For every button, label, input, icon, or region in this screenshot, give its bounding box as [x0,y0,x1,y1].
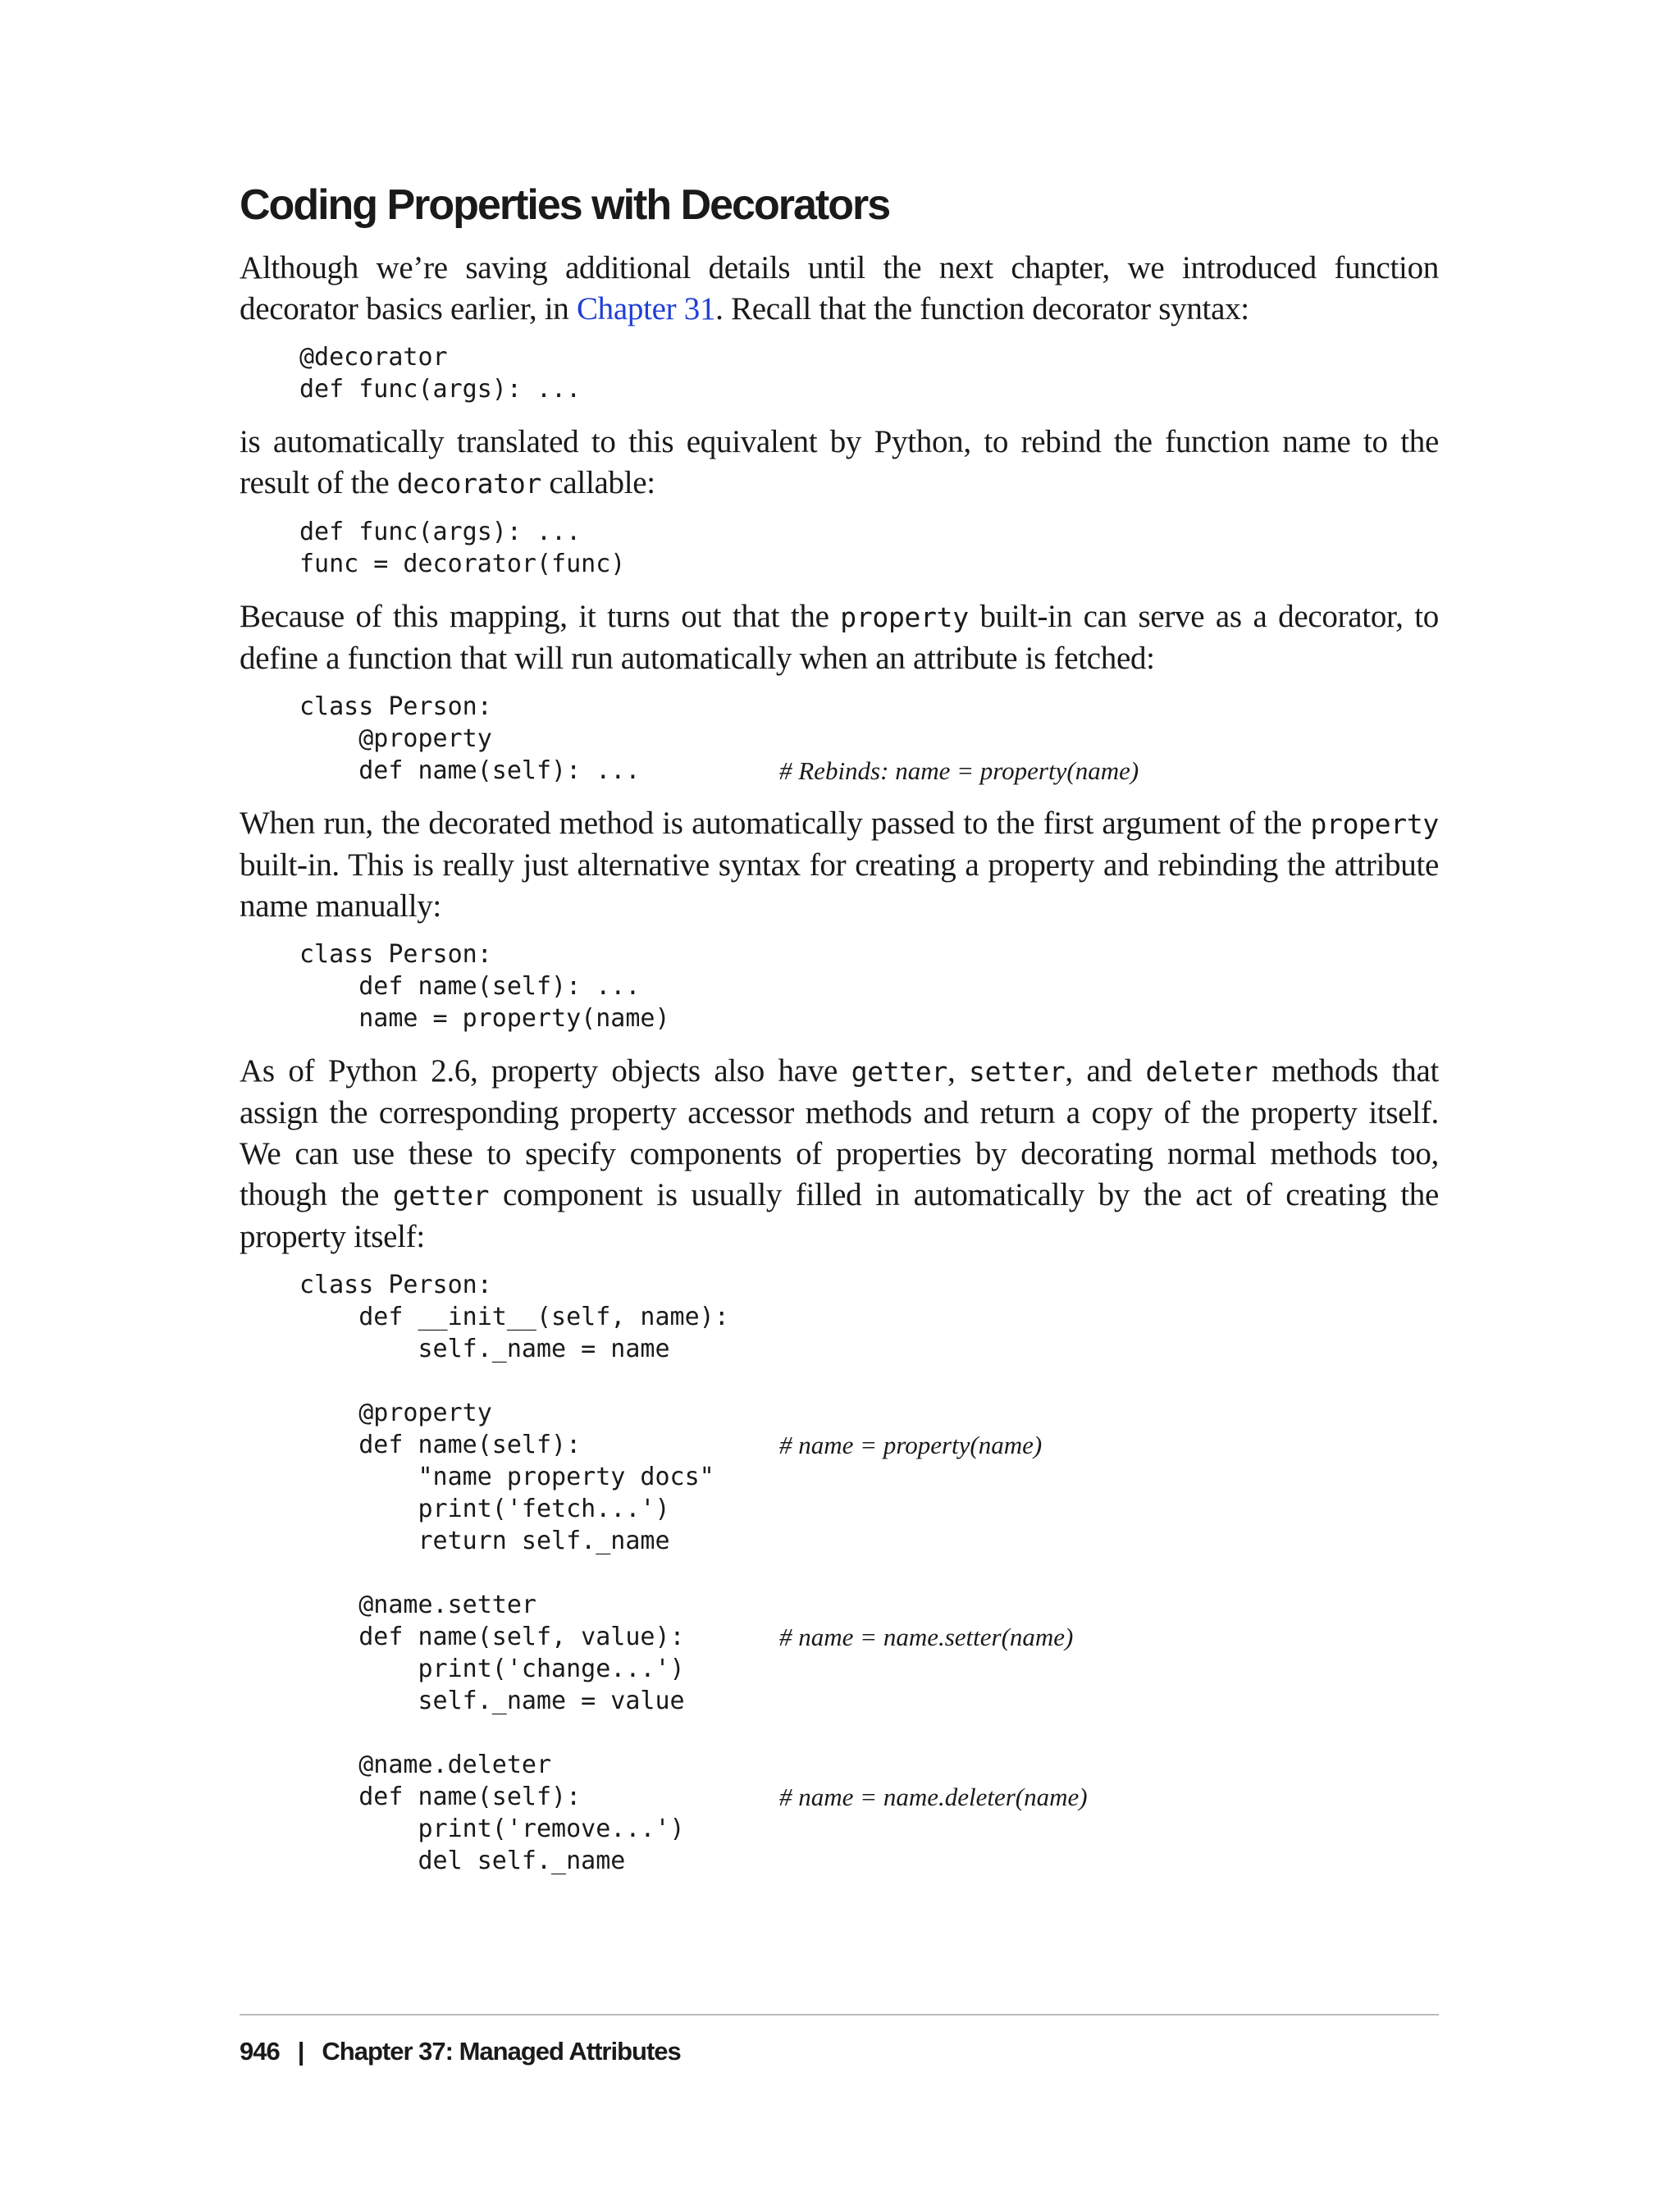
code-block-equivalent [299,516,1439,580]
paragraph-text: Although we’re saving additional details until the next chapter, we introduced function decorator basics earlier, in [240,250,1439,326]
code-line-with-comment [299,1621,1439,1653]
paragraph-text: As of Python 2.6, property objects also have [240,1053,851,1089]
code-comment: # Rebinds: name = property(name) [779,756,1139,785]
paragraph-text: built-in can serve as a decorator, to define a function that will run automatically when an attribute is fetched: [240,599,1439,676]
paragraph-text: component is usually filled in automatically by the act of creating the property itself: [240,1177,1440,1254]
paragraph-text: callable: [541,465,655,500]
inline-code: decorator [396,468,541,500]
code-line: @property [299,1399,492,1427]
code-line-with-comment [299,755,1439,787]
code-text: def name(self): [299,1783,582,1811]
page-number: 946 [240,2037,280,2066]
code-line: "name property docs" [299,1463,714,1491]
inline-code: property [1310,808,1439,840]
code-text: def name(self, value): [299,1623,685,1651]
chapter-31-link[interactable]: Chapter 31 [576,291,716,326]
code-line: self._name = value [299,1687,685,1715]
code-block-property-decorator [299,691,1439,787]
code-line: print('fetch...') [299,1495,670,1523]
paragraph-text: is automatically translated to this equivalent by Python, to rebind the function name to the result of the [240,424,1439,500]
code-line [299,1365,1439,1397]
paragraph-text: methods that assign the corresponding property accessor methods and return a copy of the property itself. We can use these to specify components of properties by decorating normal methods too, though the [240,1053,1439,1212]
inline-code: property [840,601,969,633]
code-line: def func(args): ... [299,375,582,404]
paragraph-python-26 [240,1051,1439,1258]
page-content [240,179,1439,1893]
code-line [299,1717,1439,1749]
inline-code: deleter [1145,1056,1258,1088]
code-line: print('remove...') [299,1815,685,1843]
code-line: @decorator [299,343,448,372]
code-line: func = decorator(func) [299,550,626,578]
code-line: @name.deleter [299,1751,552,1779]
section-title: Coding Properties with Decorators [240,181,890,229]
code-line: return self._name [299,1527,670,1555]
code-text: def name(self): [299,1431,582,1459]
paragraph-text: , [947,1053,970,1089]
paragraph-mapping [240,596,1439,679]
code-line [299,1557,1439,1589]
paragraph-translation [240,422,1439,504]
paragraph-when-run [240,803,1439,927]
paragraph-text: built-in. This is really just alternative syntax for creating a property and rebinding the attribute name manually: [240,847,1439,924]
code-line: class Person: [299,940,492,969]
code-line: class Person: [299,1271,492,1299]
code-line: name = property(name) [299,1004,670,1033]
code-line: @property [299,724,492,753]
code-line-with-comment [299,1781,1439,1813]
code-text: def name(self): ... [299,756,641,785]
paragraph-text: , and [1065,1053,1146,1089]
code-line-with-comment [299,1429,1439,1461]
paragraph-text: When run, the decorated method is automatically passed to the first argument of the [240,806,1311,841]
code-line: def __init__(self, name): [299,1303,729,1331]
paragraph-text: . Recall that the function decorator syntax: [715,291,1249,326]
inline-code: getter [392,1180,490,1212]
code-line: del self._name [299,1847,626,1875]
code-line: self._name = name [299,1335,670,1363]
page-footer [240,2014,1439,2066]
inline-code: getter [851,1056,947,1088]
code-block-manual-property [299,938,1439,1034]
paragraph-text: Because of this mapping, it turns out that the [240,599,841,634]
code-comment: # name = property(name) [779,1431,1043,1459]
footer-separator: | [297,2037,304,2066]
inline-code: setter [969,1056,1066,1088]
footer-chapter-title: Chapter 37: Managed Attributes [322,2037,681,2066]
code-comment: # name = name.setter(name) [779,1623,1074,1651]
code-comment: # name = name.deleter(name) [779,1783,1088,1811]
code-block-decorator-syntax [299,341,1439,405]
code-line: class Person: [299,692,492,721]
code-line: @name.setter [299,1591,536,1619]
code-line: def name(self): ... [299,972,641,1001]
code-line: def func(args): ... [299,518,582,546]
paragraph-intro [240,248,1439,330]
code-line: print('change...') [299,1655,685,1683]
code-block-full-person-class [299,1269,1439,1877]
